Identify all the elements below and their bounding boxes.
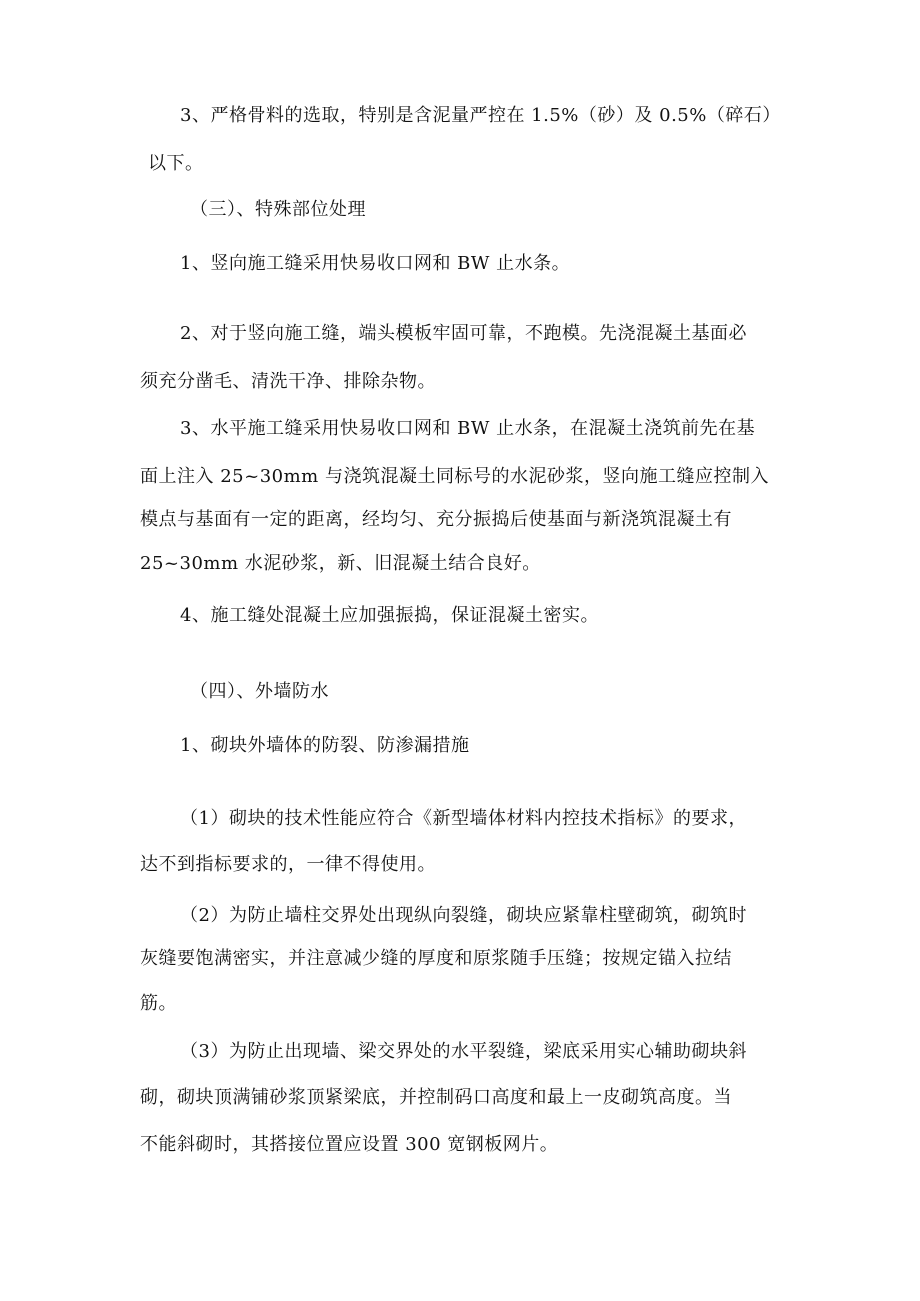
section-heading: （四）、外墙防水 xyxy=(190,681,329,702)
paragraph-line: 以下。 xyxy=(148,153,204,174)
paragraph-line: 25~30mm 水泥砂浆，新、旧混凝土结合良好。 xyxy=(140,553,541,574)
paragraph-line: 须充分凿毛、清洗干净、排除杂物。 xyxy=(140,371,436,392)
paragraph-line: （3）为防止出现墙、梁交界处的水平裂缝，梁底采用实心辅助砌块斜 xyxy=(180,1041,747,1062)
paragraph-line: 3、水平施工缝采用快易收口网和 BW 止水条，在混凝土浇筑前先在基 xyxy=(180,418,756,439)
paragraph-line: 4、施工缝处混凝土应加强振捣，保证混凝土密实。 xyxy=(180,605,599,626)
paragraph-line: 不能斜砌时，其搭接位置应设置 300 宽钢板网片。 xyxy=(140,1134,559,1155)
paragraph-line: 模点与基面有一定的距离，经均匀、充分振捣后使基面与新浇筑混凝土有 xyxy=(140,509,732,530)
paragraph-line: 灰缝要饱满密实，并注意减少缝的厚度和原浆随手压缝；按规定锚入拉结 xyxy=(140,948,732,969)
paragraph-line: 面上注入 25~30mm 与浇筑混凝土同标号的水泥砂浆，竖向施工缝应控制入 xyxy=(140,466,769,487)
paragraph-line: 筋。 xyxy=(140,993,177,1014)
paragraph-line: 达不到指标要求的，一律不得使用。 xyxy=(140,854,436,875)
paragraph-line: 2、对于竖向施工缝，端头模板牢固可靠，不跑模。先浇混凝土基面必 xyxy=(180,323,747,344)
paragraph-line: 3、严格骨料的选取，特别是含泥量严控在 1.5%（砂）及 0.5%（碎石） xyxy=(180,105,781,126)
paragraph-line: （1）砌块的技术性能应符合《新型墙体材料内控技术指标》的要求， xyxy=(180,808,747,829)
paragraph-line: （2）为防止墙柱交界处出现纵向裂缝，砌块应紧靠柱壁砌筑，砌筑时 xyxy=(180,905,747,926)
paragraph-line: 1、砌块外墙体的防裂、防渗漏措施 xyxy=(180,735,470,756)
paragraph-line: 砌，砌块顶满铺砂浆顶紧梁底，并控制码口高度和最上一皮砌筑高度。当 xyxy=(140,1087,732,1108)
paragraph-line: 1、竖向施工缝采用快易收口网和 BW 止水条。 xyxy=(180,253,571,274)
section-heading: （三）、特殊部位处理 xyxy=(190,199,366,220)
